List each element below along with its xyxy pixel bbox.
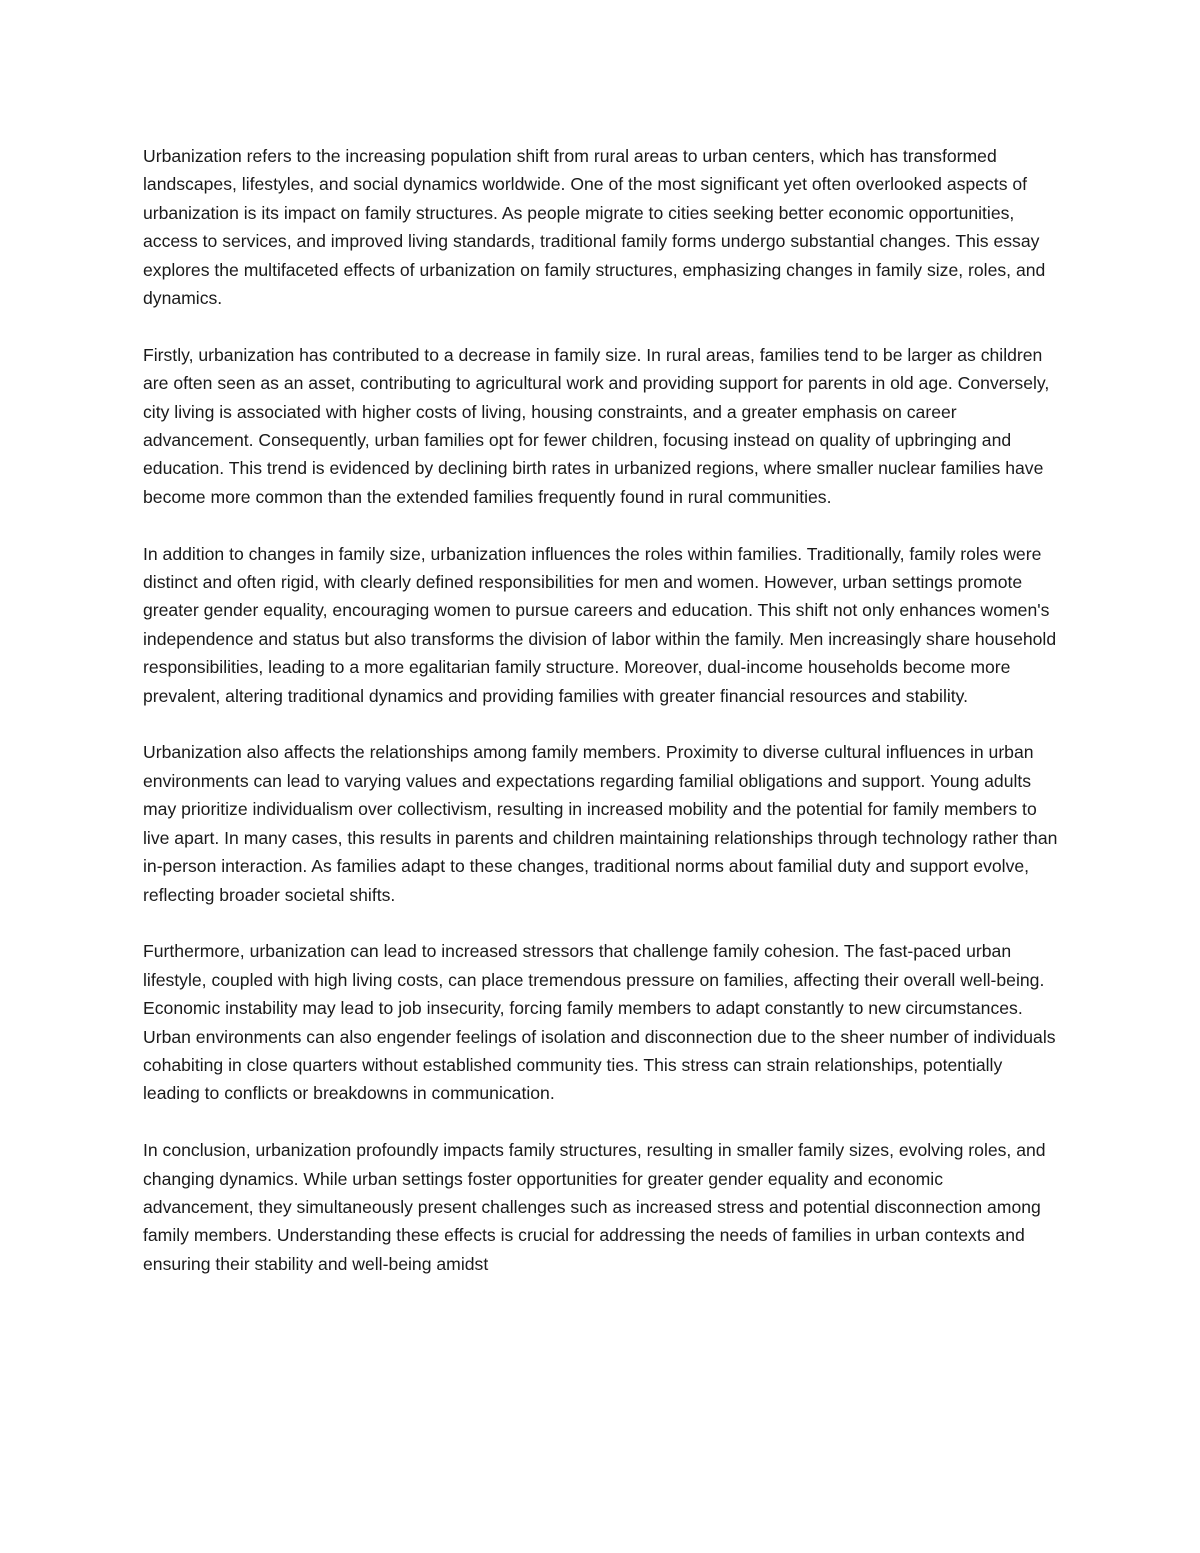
paragraph-stressors: Furthermore, urbanization can lead to increased stressors that challenge family cohesion. The fast-paced urban lifestyle, coupled with high living costs, can place tremendous pressure on families, affecting their overall well-being. Economic instability may lead to job insecurity, forcing family members to adapt constantly to new circumstances. Urban environments can also engender feelings of isolation and disconnection due to the sheer number of individuals cohabiting in close quarters without established community ties. This stress can strain relationships, potentially leading to conflicts or breakdowns in communication.: [143, 941, 1056, 1104]
paragraph-relationships: Urbanization also affects the relationships among family members. Proximity to diverse cultural influences in urban environments can lead to varying values and expectations regarding familial obligations and support. Young adults may prioritize individualism over collectivism, resulting in increased mobility and the potential for family members to live apart. In many cases, this results in parents and children maintaining relationships through technology rather than in-person interaction. As families adapt to these changes, traditional norms about familial duty and support evolve, reflecting broader societal shifts.: [143, 742, 1058, 905]
document-body: [143, 142, 1058, 1278]
paragraph-intro: Urbanization refers to the increasing population shift from rural areas to urban centers, which has transformed landscapes, lifestyles, and social dynamics worldwide. One of the most significant yet often overlooked aspects of urbanization is its impact on family structures. As people migrate to cities seeking better economic opportunities, access to services, and improved living standards, traditional family forms undergo substantial changes. This essay explores the multifaceted effects of urbanization on family structures, emphasizing changes in family size, roles, and dynamics.: [143, 146, 1046, 309]
paragraph-family-roles: In addition to changes in family size, urbanization influences the roles within families. Traditionally, family roles were distinct and often rigid, with clearly defined responsibilities for men and women. However, urban settings promote greater gender equality, encouraging women to pursue careers and education. This shift not only enhances women's independence and status but also transforms the division of labor within the family. Men increasingly share household responsibilities, leading to a more egalitarian family structure. Moreover, dual-income households become more prevalent, altering traditional dynamics and providing families with greater financial resources and stability.: [143, 543, 1057, 706]
paragraph-conclusion: In conclusion, urbanization profoundly impacts family structures, resulting in smaller family sizes, evolving roles, and changing dynamics. While urban settings foster opportunities for greater gender equality and economic advancement, they simultaneously present challenges such as increased stress and potential disconnection among family members. Understanding these effects is crucial for addressing the needs of families in urban contexts and ensuring their stability and well-being amidst: [143, 1140, 1046, 1274]
paragraph-family-size: Firstly, urbanization has contributed to a decrease in family size. In rural areas, families tend to be larger as children are often seen as an asset, contributing to agricultural work and providing support for parents in old age. Conversely, city living is associated with higher costs of living, housing constraints, and a greater emphasis on career advancement. Consequently, urban families opt for fewer children, focusing instead on quality of upbringing and education. This trend is evidenced by declining birth rates in urbanized regions, where smaller nuclear families have become more common than the extended families frequently found in rural communities.: [143, 344, 1050, 507]
